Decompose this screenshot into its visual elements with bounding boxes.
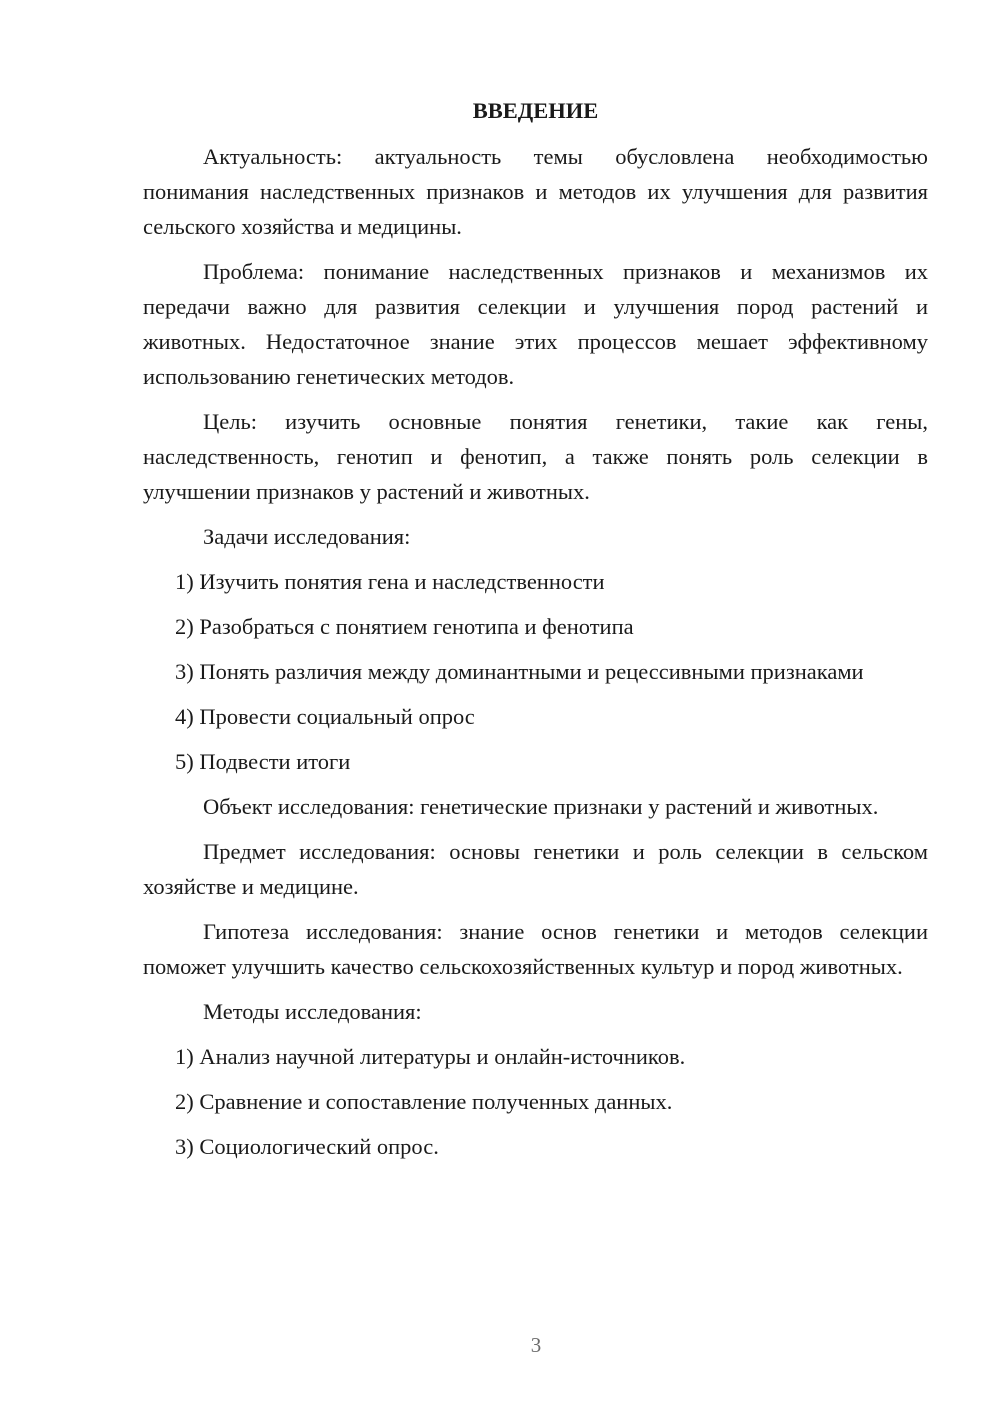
tasks-title: Задачи исследования: <box>203 524 411 549</box>
page-title: ВВЕДЕНИЕ <box>472 98 599 123</box>
task-item: 3) Понять различия между доминантными и рецессивными признаками <box>175 659 864 684</box>
problem-paragraph: Проблема: понимание наследственных признаков и механизмов их передачи важно для развития селекции и улучшения пород растений и животных. Недостаточное знание этих процессов мешает эффективному использованию генетических методов. <box>143 259 928 389</box>
subject-paragraph: Предмет исследования: основы генетики и роль селекции в сельском хозяйстве и медицине. <box>143 839 928 899</box>
goal-paragraph: Цель: изучить основные понятия генетики, такие как гены, наследственность, генотип и фенотип, а также понять роль селекции в улучшении признаков у растений и животных. <box>143 409 928 504</box>
task-item: 4) Провести социальный опрос <box>175 704 475 729</box>
document-body <box>143 95 928 1174</box>
methods-title: Методы исследования: <box>203 999 422 1024</box>
task-item: 1) Изучить понятия гена и наследственности <box>175 569 605 594</box>
hypothesis-paragraph: Гипотеза исследования: знание основ генетики и методов селекции поможет улучшить качество сельскохозяйственных культур и пород животных. <box>143 919 928 979</box>
method-item: 2) Сравнение и сопоставление полученных данных. <box>175 1089 673 1114</box>
method-item: 1) Анализ научной литературы и онлайн-источников. <box>175 1044 686 1069</box>
page-number: 3 <box>530 1333 542 1357</box>
task-item: 5) Подвести итоги <box>175 749 351 774</box>
relevance-paragraph: Актуальность: актуальность темы обусловлена необходимостью понимания наследственных признаков и методов их улучшения для развития сельского хозяйства и медицины. <box>143 144 928 239</box>
task-item: 2) Разобраться с понятием генотипа и фенотипа <box>175 614 634 639</box>
method-item: 3) Социологический опрос. <box>175 1134 439 1159</box>
object-paragraph: Объект исследования: генетические признаки у растений и животных. <box>203 794 879 819</box>
